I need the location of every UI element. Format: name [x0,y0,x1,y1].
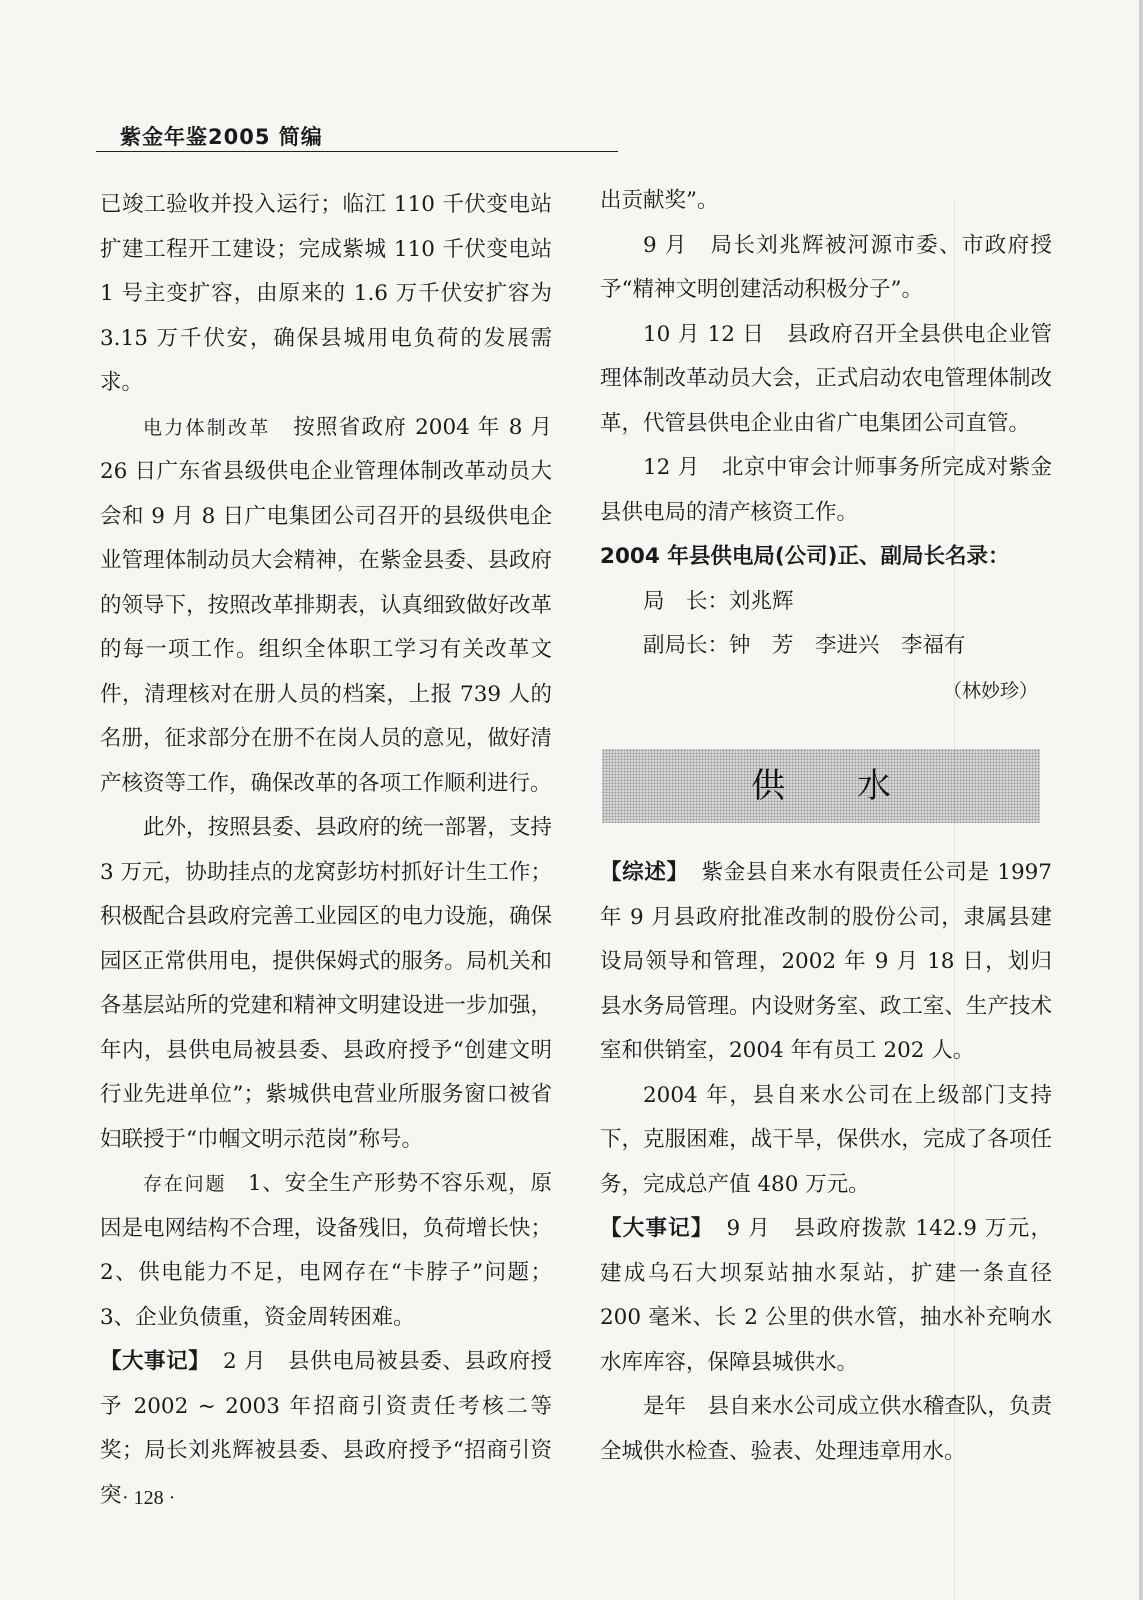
paragraph [100,406,552,807]
paragraph [600,1207,1052,1385]
event-date: 9 月 [726,1216,771,1241]
paragraph [600,224,1052,313]
subsection-title: 电力体制改革 [143,416,271,439]
paragraph-body: 局长刘兆辉被河源市委、市政府授予“精神文明创建活动积极分子”。 [600,232,1052,302]
paragraph-body: 县政府召开全县供电企业管理体制改革动员大会，正式启动农电管理体制改革，代管县供电企业由省广电集团公司直管。 [600,321,1053,436]
event-date: 10 月 12 日 [643,321,765,347]
header-rule [96,151,618,152]
subsection-title: 存在问题 [143,1173,227,1195]
paragraph: 出贡献奖”。 [600,188,719,213]
right-column [600,179,1052,1474]
paragraph [600,851,1052,1074]
paragraph: 已竣工验收并投入运行；临江 110 千伏变电站扩建工程开工建设；完成紫城 110 千伏变电站 1 号主变扩容，由原来的 1.6 万千伏安扩容为 3.15 万千伏安，确保县城用电负荷的发展需求。 [100,192,552,395]
section-label: 【大事记】 [600,1216,714,1241]
paragraph-body: 北京中审会计师事务所完成对紫金县供电局的清产核资工作。 [600,455,1052,525]
section-label: 【大事记】 [100,1349,211,1374]
running-title: 紫金年鉴2005 简编 [120,125,323,149]
section-banner [602,749,1040,823]
event-date: 9 月 [643,232,688,258]
roster-title: 2004 年县供电局(公司)正、副局长名录： [600,544,1010,569]
paragraph-body: 紫金县自来水有限责任公司是 1997 年 9 月县政府批准改制的股份公司，隶属县建设局领导和管理，2002 年 9 月 18 日，划归县水务局管理。内设财务室、政工室、生产技术室和供销室，2004 年有员工 202 人。 [600,860,1052,1063]
page-crease [954,200,955,1600]
page-edge [1139,0,1143,1600]
roster-deputies: 副局长：钟 芳 李进兴 李福有 [643,633,966,658]
section-title: 供水 [751,765,963,806]
page-number: · 128 · [122,1487,176,1509]
paragraph [600,313,1052,447]
paragraph: 此外，按照县委、县政府的统一部署，支持 3 万元，协助挂点的龙窝彭坊村抓好计生工作；积极配合县政府完善工业园区的电力设施，确保园区正常供用电，提供保姆式的服务。局机关和各基层站所的党建和精神文明建设进一步加强，年内，县供电局被县委、县政府授予“创建文明行业先进单位”；紫城供电营业所服务窗口被省妇联授于“巾帼文明示范岗”称号。 [100,815,552,1152]
paragraph-body: 县供电局被县委、县政府授予 2002 ~ 2003 年招商引资责任考核二等奖；局长刘兆辉被县委、县政府授予“招商引资突 [100,1349,552,1508]
paragraph-body: 县自来水公司成立供水稽查队，负责全城供水检查、验表、处理违章用水。 [600,1394,1052,1464]
paragraph-body: 县政府拨款 142.9 万元，建成乌石大坝泵站抽水泵站，扩建一条直径 200 毫米、长 2 公里的供水管，抽水补充响水水库库容，保障县城供水。 [600,1216,1052,1375]
paragraph: 2004 年，县自来水公司在上级部门支持下，克服困难，战干旱，保供水，完成了各项任务，完成总产值 480 万元。 [600,1082,1052,1197]
event-date: 2 月 [223,1349,267,1374]
paragraph-body: 按照省政府 2004 年 8 月 26 日广东省县级供电企业管理体制改革动员大会和 9 月 8 日广电集团公司召开的县级供电企业管理体制动员大会精神，在紫金县委、县政府的领导下，按照改革排期表，认真细致做好改革的每一项工作。组织全体职工学习有关改革文件，清理核对在册人员的档案，上报 739 人的名册，征求部分在册不在岗人员的意见，做好清产核资等工作，确保改革的各项工作顺利进行。 [100,414,552,796]
author-credit: （林妙珍） [942,679,1038,702]
event-date: 12 月 [643,455,700,480]
left-column [100,183,552,1518]
paragraph-body: 1、安全生产形势不容乐观，原因是电网结构不合理，设备残旧，负荷增长快；2、供电能力不足，电网存在“卡脖子”问题；3、企业负债重，资金周转困难。 [100,1171,552,1330]
event-date: 是年 [643,1394,687,1419]
section-label: 【综述】 [600,860,689,885]
paragraph [100,1162,552,1340]
roster-director: 局 长：刘兆辉 [643,588,794,614]
paragraph [600,1385,1052,1474]
paragraph [600,446,1052,535]
